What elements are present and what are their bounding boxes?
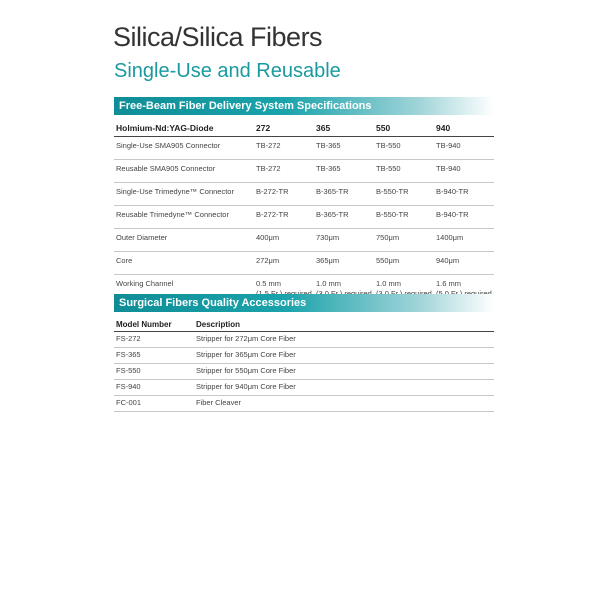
spec-row-label: Single-Use SMA905 Connector [114, 137, 254, 160]
spec-cell: TB-550 [374, 160, 434, 183]
spec-row-label: Single-Use Trimedyne™ Connector [114, 183, 254, 206]
spec-cell: 0.5 mm [256, 279, 282, 288]
spec-cell: TB-940 [434, 137, 494, 160]
page-subtitle: Single-Use and Reusable [114, 60, 341, 82]
description: Stripper for 365μm Core Fiber [194, 348, 494, 364]
description: Stripper for 940μm Core Fiber [194, 380, 494, 396]
accessories-header-row [114, 318, 494, 332]
model-number: FS-940 [114, 380, 194, 396]
spec-cell: B-365-TR [314, 206, 374, 229]
accessory-row [114, 396, 494, 412]
spec-cell: 400μm [254, 229, 314, 252]
spec-cell: B-940-TR [434, 206, 494, 229]
spec-cell: B-365-TR [314, 183, 374, 206]
spec-cell: TB-272 [254, 160, 314, 183]
spec-cell: 750μm [374, 229, 434, 252]
spec-row-label: Core [114, 252, 254, 275]
spec-row [114, 137, 494, 160]
spec-row [114, 160, 494, 183]
spec-cell: B-940-TR [434, 183, 494, 206]
spec-row-label: Reusable SMA905 Connector [114, 160, 254, 183]
spec-cell: B-272-TR [254, 206, 314, 229]
model-number: FS-365 [114, 348, 194, 364]
spec-table [114, 121, 494, 308]
spec-row-label: Reusable Trimedyne™ Connector [114, 206, 254, 229]
spec-cell: B-550-TR [374, 183, 434, 206]
spec-cell: 550μm [374, 252, 434, 275]
description: Fiber Cleaver [194, 396, 494, 412]
spec-cell: TB-272 [254, 137, 314, 160]
spec-row-label: Outer Diameter [114, 229, 254, 252]
description: Stripper for 550μm Core Fiber [194, 364, 494, 380]
spec-row [114, 206, 494, 229]
model-number: FS-550 [114, 364, 194, 380]
accessories-table [114, 318, 494, 412]
accessory-row [114, 364, 494, 380]
spec-row-label: Working Channel [114, 275, 254, 308]
spec-cell: 1400μm [434, 229, 494, 252]
spec-header-label: Holmium-Nd:YAG-Diode [114, 121, 254, 137]
spec-cell: B-550-TR [374, 206, 434, 229]
spec-cell: 1.0 mm [316, 279, 342, 288]
spec-cell: 940μm [434, 252, 494, 275]
accessory-row [114, 332, 494, 348]
spec-cell: 272μm [254, 252, 314, 275]
spec-row [114, 252, 494, 275]
spec-header-row [114, 121, 494, 137]
spec-section-heading: Free-Beam Fiber Delivery System Specifications [114, 97, 494, 115]
spec-row [114, 183, 494, 206]
spec-row [114, 229, 494, 252]
spec-cell: 730μm [314, 229, 374, 252]
spec-col-272: 272 [254, 121, 314, 137]
spec-cell: TB-365 [314, 137, 374, 160]
spec-col-550: 550 [374, 121, 434, 137]
description-header: Description [194, 318, 494, 332]
spec-cell: 1.6 mm [436, 279, 462, 288]
spec-cell: 1.0 mm [376, 279, 402, 288]
spec-cell: B-272-TR [254, 183, 314, 206]
accessory-row [114, 348, 494, 364]
accessories-section-heading: Surgical Fibers Quality Accessories [114, 294, 494, 312]
description: Stripper for 272μm Core Fiber [194, 332, 494, 348]
accessory-row [114, 380, 494, 396]
spec-cell: TB-365 [314, 160, 374, 183]
model-number: FS-272 [114, 332, 194, 348]
page-title: Silica/Silica Fibers [113, 22, 323, 52]
spec-col-365: 365 [314, 121, 374, 137]
spec-cell: 365μm [314, 252, 374, 275]
model-number-header: Model Number [114, 318, 194, 332]
spec-cell: TB-550 [374, 137, 434, 160]
model-number: FC-001 [114, 396, 194, 412]
spec-cell: TB-940 [434, 160, 494, 183]
spec-col-940: 940 [434, 121, 494, 137]
